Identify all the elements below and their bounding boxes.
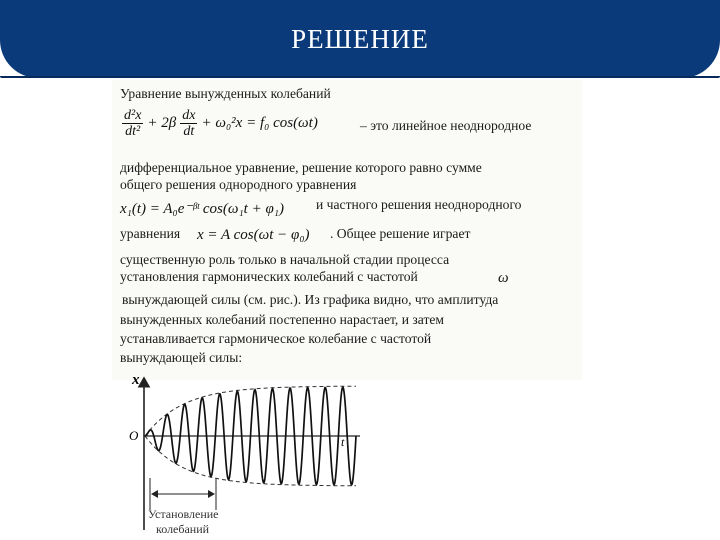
eq1-beta-term: + 2β xyxy=(147,115,177,131)
after-equation1-text: – это линейное неоднородное xyxy=(360,118,532,133)
caption-line-2: колебаний xyxy=(156,522,210,536)
paragraph-line-3: общего решения однородного уравнения xyxy=(120,177,357,192)
frac1-denominator: dt² xyxy=(125,124,141,139)
omega-symbol: ω xyxy=(498,270,509,286)
equation-homogeneous-solution: x₁(t) = A₀e⁻ᵝᵗ cos(ω₁t + φ₁) xyxy=(120,201,284,217)
eq1-rest: + ω₀²x = f₀ cos(ωt) xyxy=(201,115,318,131)
slide-title: РЕШЕНИЕ xyxy=(291,24,429,54)
paragraph-line-9: вынужденных колебаний постепенно нарастает, и затем xyxy=(120,312,445,327)
paragraph-line-2: дифференциальное уравнение, решение которого равно сумме xyxy=(120,160,482,175)
frac2-denominator: dt xyxy=(183,124,195,139)
first-derivative-fraction xyxy=(180,108,197,139)
paragraph-line-6: существенную роль только в начальной стадии процесса xyxy=(120,252,450,267)
paragraph-line-10: устанавливается гармоническое колебание с частотой xyxy=(120,331,432,346)
x-axis-label: t xyxy=(341,435,345,449)
paragraph-line-5-start: уравнения xyxy=(120,226,181,241)
paragraph-line-11: вынуждающей силы: xyxy=(120,350,243,365)
equation-particular-solution: x = A cos(ωt − φ₀) xyxy=(197,227,310,243)
origin-label: O xyxy=(129,428,139,443)
frac1-numerator: d²x xyxy=(124,108,142,123)
equation-forced-oscillations xyxy=(122,108,318,139)
y-axis-label: x xyxy=(132,372,140,388)
oscillation-graph xyxy=(112,370,372,540)
paragraph-line-8: вынуждающей силы (см. рис.). Из графика видно, что амплитуда xyxy=(122,292,499,307)
caption-line-1: Установление xyxy=(148,507,219,521)
paragraph-line-7: установления гармонических колебаний с частотой xyxy=(120,269,418,284)
after-equation2-text: и частного решения неоднородного xyxy=(316,197,522,212)
after-equation3-text: . Общее решение играет xyxy=(330,226,471,241)
frac2-numerator: dx xyxy=(182,108,196,123)
title-bar xyxy=(0,0,720,78)
heading-text: Уравнение вынужденных колебаний xyxy=(120,86,331,101)
second-derivative-fraction xyxy=(122,108,143,139)
